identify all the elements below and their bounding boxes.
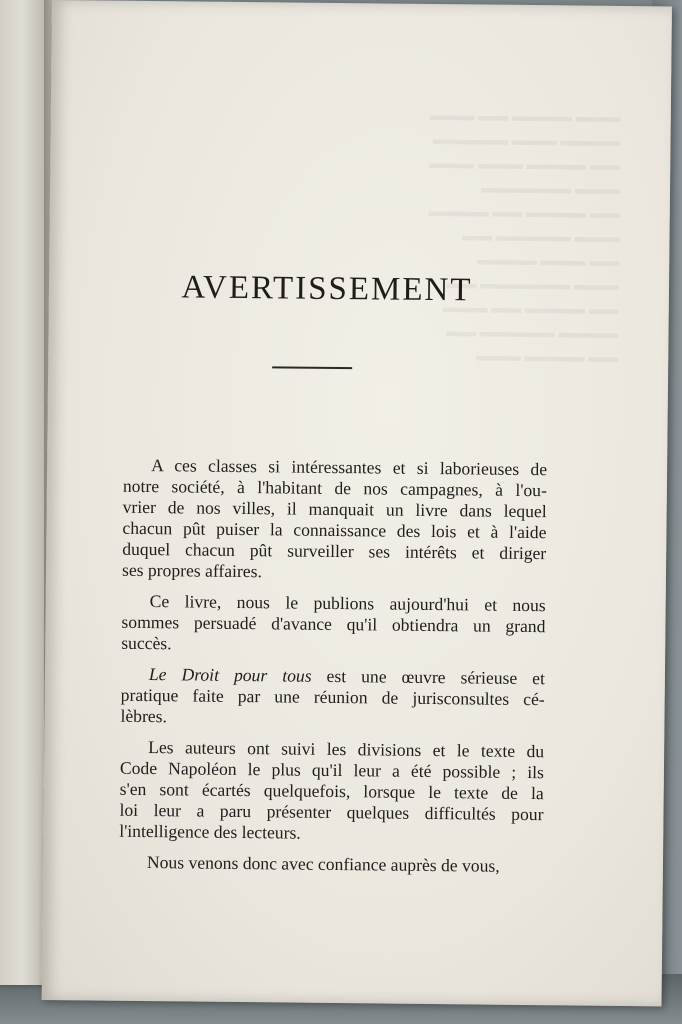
text-line: s'en sont écartés quelquefois, lorsque le texte de la (119, 778, 544, 804)
text-line: loi leur a paru présenter quelques difficultés pour (119, 799, 544, 825)
text-line: vrier de nos villes, il manquait un livre dans lequel (122, 496, 547, 522)
book-page (42, 0, 672, 1006)
paragraph-2 (93, 590, 546, 658)
text-line: lèbres. (120, 705, 168, 727)
left-page-edge (0, 0, 48, 985)
text-line: l'intelligence des lecteurs. (119, 820, 301, 843)
show-through-text: ▬▬▬ ▬▬▬▬ ▬▬ ▬▬▬ ▬▬▬▬ ▬▬▬ ▬▬▬▬▬ ▬▬ ▬▬▬▬ ▬▬▬ ▬▬▬ ▬▬▬ ▬▬▬▬▬▬ ▬▬ ▬▬▬▬ ▬▬ ▬▬▬▬ ▬▬▬ ▬▬▬▬▬ ▬▬ ▬▬ ▬▬▬ ▬▬▬▬ ▬▬▬ ▬▬▬▬▬▬ ▬▬ ▬▬ ▬▬▬▬ ▬▬ ▬▬▬ ▬▬▬▬ ▬▬▬▬▬ ▬▬ ▬▬ ▬▬▬▬ ▬▬▬ (428, 107, 621, 366)
paragraph-3 (92, 663, 545, 731)
text-line: chacun pût puiser la connaissance des lois et à l'aide (122, 517, 547, 543)
text-line: succès. (121, 632, 172, 654)
text-line: notre société, à l'habitant de nos campagnes, à l'ou- (122, 475, 547, 501)
text-line: sommes persuadé d'avance qu'il obtiendra un grand (121, 611, 546, 637)
text-line: Code Napoléon le plus qu'il leur a été possible ; ils (119, 757, 545, 783)
text-line: Ce livre, nous le publions aujourd'hui et nous (149, 591, 546, 616)
body-text (91, 454, 547, 887)
paragraph-5 (91, 851, 543, 877)
text-line: duquel chacun pût surveiller ses intérêts et diriger (122, 538, 547, 564)
title-divider (272, 366, 352, 369)
text-fragment: est une œuvre sérieuse et (311, 665, 546, 689)
paragraph-4 (91, 736, 544, 846)
text-line: pratique faite par une réunion de jurisconsultes cé- (120, 684, 545, 710)
book-title-italic: Le Droit pour tous (148, 664, 312, 686)
text-line: ses propres affaires. (121, 559, 263, 582)
text-line: Les auteurs ont suivi les divisions et le texte du (148, 737, 545, 762)
page-title: AVERTISSEMENT (181, 269, 473, 309)
text-line: A ces classes si intéressantes et si laborieuses de (151, 455, 548, 480)
paragraph-1 (94, 454, 547, 585)
text-line: Nous venons donc avec confiance auprès de vous, (146, 852, 500, 876)
